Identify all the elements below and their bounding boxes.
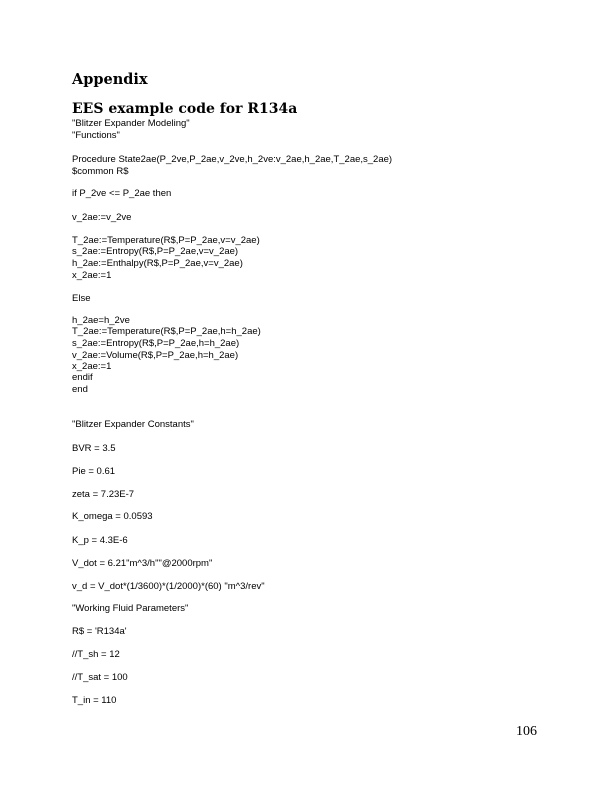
code-line: Else [72,293,91,304]
code-line: $common R$ [72,166,129,177]
code-line: BVR = 3.5 [72,443,116,454]
code-line: R$ = 'R134a' [72,626,127,637]
subsection-title: EES example code for R134a [72,101,298,117]
code-line: //T_sat = 100 [72,672,128,683]
code-line: endif [72,372,93,383]
section-title: Appendix [72,71,148,88]
code-line: Pie = 0.61 [72,466,116,477]
code-line: "Blitzer Expander Constants" [72,419,194,430]
code-line: v_d = V_dot*(1/3600)*(1/2000)*(60) "m^3/rev" [72,581,265,592]
code-line: K_omega = 0.0593 [72,511,153,522]
page-number: 106 [516,724,537,739]
code-line: h_2ae:=Enthalpy(R$,P=P_2ae,v=v_2ae) [72,258,243,269]
code-line: K_p = 4.3E-6 [72,535,128,546]
code-line: T_2ae:=Temperature(R$,P=P_2ae,v=v_2ae) [72,235,260,246]
code-line: x_2ae:=1 [72,361,112,372]
code-line: T_2ae:=Temperature(R$,P=P_2ae,h=h_2ae) [72,326,261,337]
code-line: //T_sh = 12 [72,649,120,660]
code-line: V_dot = 6.21"m^3/h""@2000rpm" [72,558,213,569]
code-line: s_2ae:=Entropy(R$,P=P_2ae,h=h_2ae) [72,338,240,349]
code-line: "Blitzer Expander Modeling" [72,118,190,129]
code-line: T_in = 110 [72,695,117,706]
code-line: h_2ae=h_2ve [72,315,130,326]
code-line: "Working Fluid Parameters" [72,603,189,614]
code-line: v_2ae:=Volume(R$,P=P_2ae,h=h_2ae) [72,350,239,361]
code-line: zeta = 7.23E-7 [72,489,135,500]
code-line: end [72,384,88,395]
code-line: Procedure State2ae(P_2ve,P_2ae,v_2ve,h_2ve:v_2ae,h_2ae,T_2ae,s_2ae) [72,154,393,165]
code-line: "Functions" [72,130,120,141]
code-line: s_2ae:=Entropy(R$,P=P_2ae,v=v_2ae) [72,246,239,257]
code-line: v_2ae:=v_2ve [72,212,132,223]
code-line: x_2ae:=1 [72,270,112,281]
code-line: if P_2ve <= P_2ae then [72,188,172,199]
